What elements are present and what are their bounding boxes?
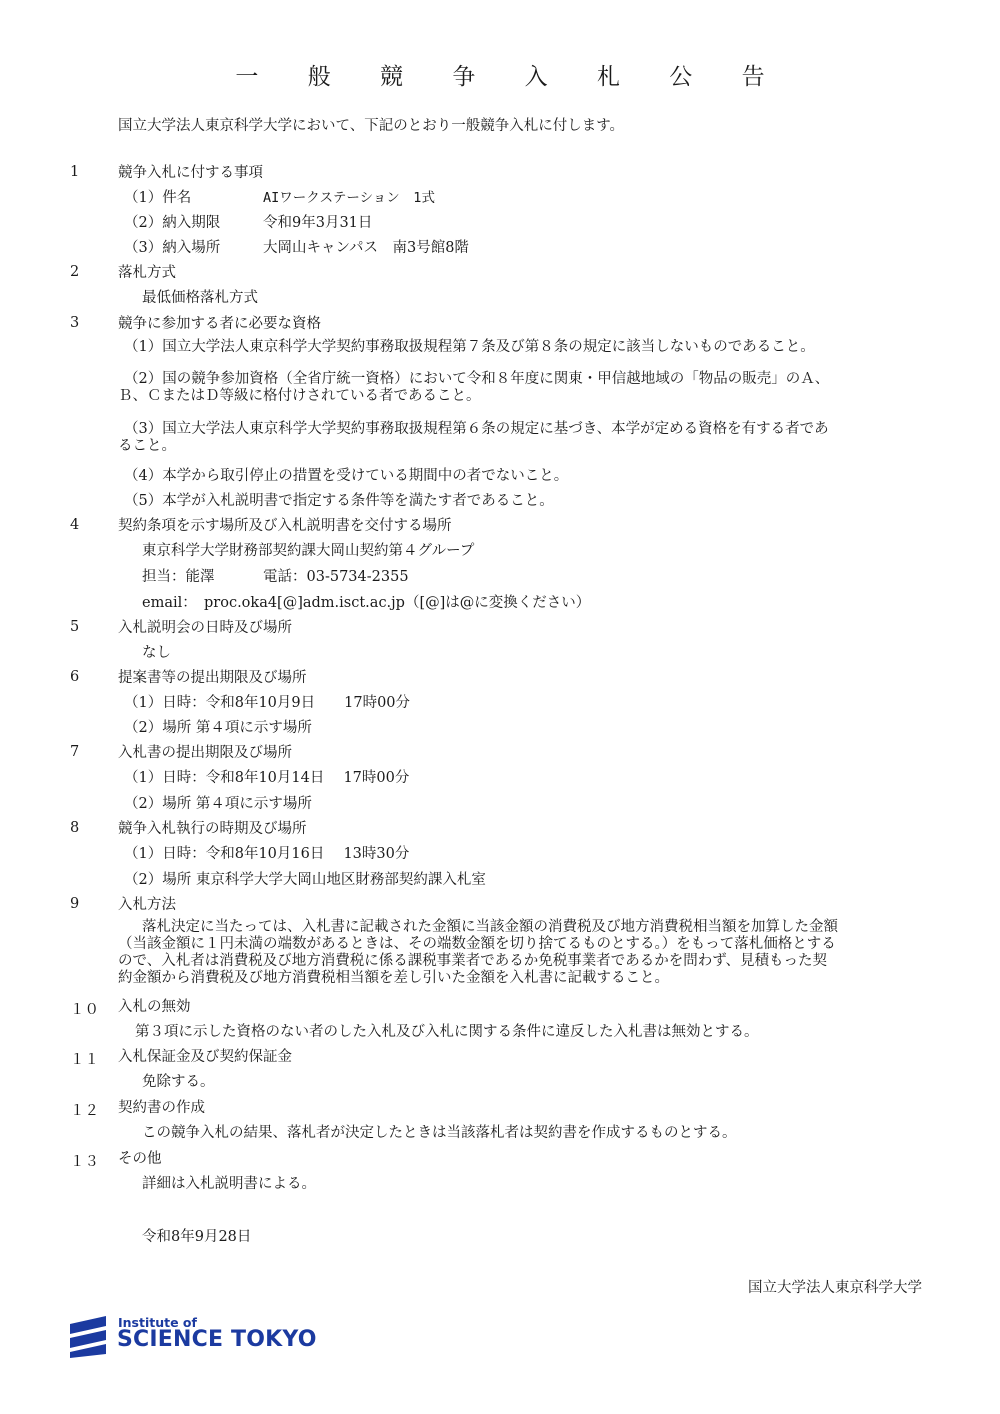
item-value: 大岡山キャンパス 南3号館8階 xyxy=(263,240,469,256)
notice-date: 令和8年9月28日 xyxy=(142,1229,252,1245)
section-heading: 競争に参加する者に必要な資格 xyxy=(118,316,321,332)
contact-email: email： proc.oka4[@]adm.isct.ac.jp（[@]は@に変換ください） xyxy=(142,595,591,611)
section-number: 1 xyxy=(70,164,80,180)
issuer-name: 国立大学法人東京科学大学 xyxy=(748,1280,922,1296)
item-label: （1）件名 xyxy=(124,190,192,206)
list-item: （3）国立大学法人東京科学大学契約事務取扱規程第６条の規定に基づき、本学が定める資格を有する者であ xyxy=(124,421,829,437)
list-item: （1）日時：令和8年10月9日 17時00分 xyxy=(124,695,411,711)
list-item: （1）国立大学法人東京科学大学契約事務取扱規程第７条及び第８条の規定に該当しないものであること。 xyxy=(124,339,815,355)
science-tokyo-logo xyxy=(68,1314,328,1370)
paragraph-line: 約金額から消費税及び地方消費税相当額を差し引いた金額を入札書に記載すること。 xyxy=(118,970,669,986)
section-number: 4 xyxy=(70,517,80,533)
paragraph-line: ので、入札者は消費税及び地方消費税に係る課税事業者であるか免税事業者であるかを問わず、見積もった契 xyxy=(118,953,828,969)
section-heading: 競争入札に付する事項 xyxy=(118,165,263,181)
list-item: （2）場所 第４項に示す場所 xyxy=(124,796,312,812)
section-number: １２ xyxy=(70,1103,99,1119)
section-number: 7 xyxy=(70,744,80,760)
section-heading: その他 xyxy=(118,1151,162,1167)
section-body: 第３項に示した資格のない者のした入札及び入札に関する条件に違反した入札書は無効とする。 xyxy=(135,1024,759,1040)
paragraph-line: （当該金額に１円未満の端数があるときは、その端数金額を切り捨てるものとする。）をもって落札価格とする xyxy=(118,936,836,952)
list-item-continuation: Ｂ、ＣまたはＤ等級に格付けされている者であること。 xyxy=(118,388,481,404)
section-number: 5 xyxy=(70,619,80,635)
list-item-continuation: ること。 xyxy=(118,438,176,454)
section-heading: 入札方法 xyxy=(118,897,176,913)
item-label: （2）納入期限 xyxy=(124,215,221,231)
list-item: （2）場所 第４項に示す場所 xyxy=(124,720,312,736)
section-heading: 入札保証金及び契約保証金 xyxy=(118,1049,292,1065)
section-heading: 落札方式 xyxy=(118,265,176,281)
contact-phone: 電話：03-5734-2355 xyxy=(263,569,409,585)
logo-text-big: SCIENCE TOKYO xyxy=(117,1327,317,1352)
section-number: 9 xyxy=(70,896,80,912)
section-heading: 契約条項を示す場所及び入札説明書を交付する場所 xyxy=(118,518,452,534)
section-number: 2 xyxy=(70,264,80,280)
section-body: 詳細は入札説明書による。 xyxy=(142,1176,316,1192)
intro-text: 国立大学法人東京科学大学において、下記のとおり一般競争入札に付します。 xyxy=(118,118,625,134)
list-item: （4）本学から取引停止の措置を受けている期間中の者でないこと。 xyxy=(124,468,569,484)
section-heading: 提案書等の提出期限及び場所 xyxy=(118,670,307,686)
list-item: （1）日時：令和8年10月16日 13時30分 xyxy=(124,846,410,862)
page-title: 一 般 競 争 入 札 公 告 xyxy=(235,64,786,90)
list-item: （2）場所 東京科学大学大岡山地区財務部契約課入札室 xyxy=(124,872,486,888)
list-item: （2）国の競争参加資格（全省庁統一資格）において令和８年度に関東・甲信越地域の「物品の販売」のＡ、 xyxy=(124,371,830,387)
section-body: この競争入札の結果、落札者が決定したときは当該落札者は契約書を作成するものとする。 xyxy=(142,1125,737,1141)
item-value: 令和9年3月31日 xyxy=(263,215,373,231)
contact-person: 担当：能澤 xyxy=(142,569,215,585)
section-number: １３ xyxy=(70,1154,99,1170)
item-label: （3）納入場所 xyxy=(124,240,221,256)
section-body: 免除する。 xyxy=(142,1074,215,1090)
office-name: 東京科学大学財務部契約課大岡山契約第４グループ xyxy=(142,543,475,559)
section-heading: 契約書の作成 xyxy=(118,1100,205,1116)
section-heading: 競争入札執行の時期及び場所 xyxy=(118,821,307,837)
paragraph-line: 落札決定に当たっては、入札書に記載された金額に当該金額の消費税及び地方消費税相当額を加算した金額 xyxy=(142,919,838,935)
section-body: 最低価格落札方式 xyxy=(142,290,258,306)
section-heading: 入札書の提出期限及び場所 xyxy=(118,745,292,761)
list-item: （5）本学が入札説明書で指定する条件等を満たす者であること。 xyxy=(124,493,554,509)
logo-text-small: Institute of xyxy=(118,1315,197,1330)
section-body: なし xyxy=(142,645,171,661)
section-heading: 入札の無効 xyxy=(118,999,191,1015)
section-number: 6 xyxy=(70,669,80,685)
logo-mark-icon xyxy=(68,1314,108,1358)
list-item: （1）日時：令和8年10月14日 17時00分 xyxy=(124,770,410,786)
section-number: １１ xyxy=(70,1052,99,1068)
section-number: 3 xyxy=(70,315,80,331)
item-value: AIワークステーション 1式 xyxy=(263,190,435,206)
section-number: １０ xyxy=(70,1002,99,1018)
section-number: 8 xyxy=(70,820,80,836)
section-heading: 入札説明会の日時及び場所 xyxy=(118,620,292,636)
